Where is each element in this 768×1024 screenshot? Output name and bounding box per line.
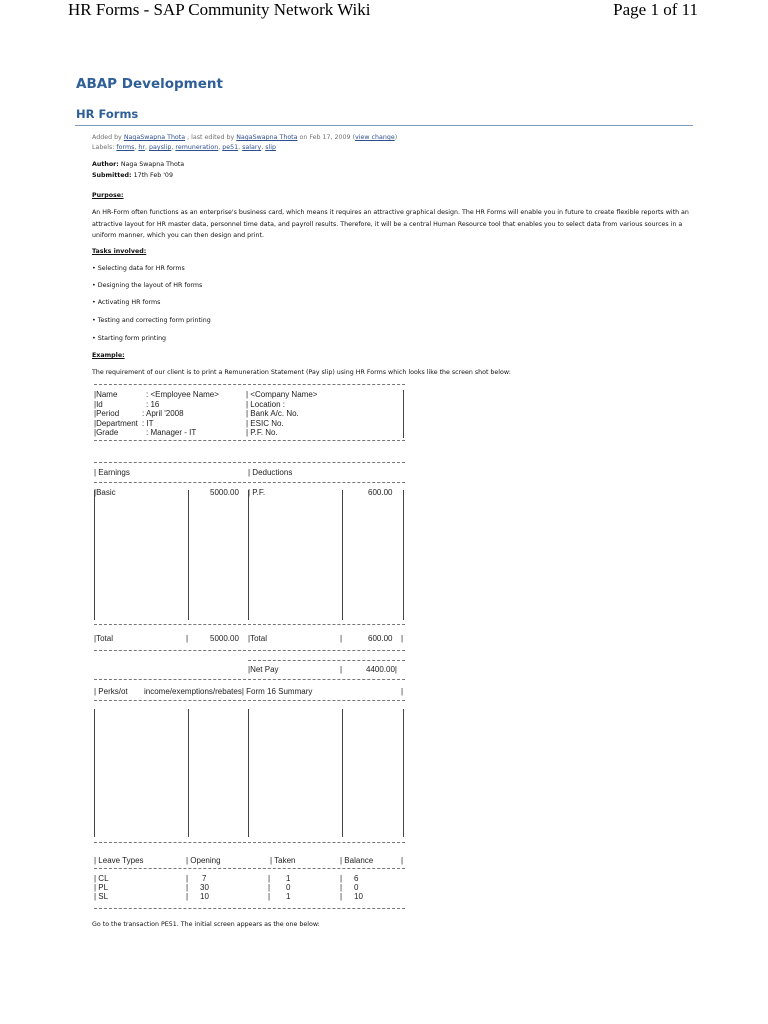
example-heading: Example: (92, 352, 125, 359)
total-earnings: 5000.00 (210, 634, 239, 643)
column-separator: | (340, 883, 343, 892)
leave-opening: 10 (200, 892, 209, 901)
label-link[interactable]: salary (242, 144, 262, 151)
view-change-link[interactable]: view change (355, 134, 395, 141)
earning-label: |Basic (94, 488, 116, 497)
author-link[interactable]: NagaSwapna Thota (123, 134, 186, 141)
column-separator: | (340, 874, 343, 883)
purpose-paragraph: An HR-Form often functions as an enterprise's business card, which means it requires an attractive graphical design. The HR Forms will enable you in future to create flexible reports with an attractive layout for HR master data, personnel time data, and payroll results. Therefore, it will be a central Human Resource tool that enables you to select data from various sources in a uniform manner, which you can then design and print. (92, 209, 689, 239)
form-label: | Bank A/c. No. (246, 409, 299, 418)
dashed-divider (94, 700, 405, 701)
form-label: | Location : (246, 400, 285, 409)
dashed-divider (94, 679, 405, 680)
dashed-divider (94, 462, 405, 463)
total-label: |Total (94, 634, 113, 643)
label-link[interactable]: payslip (149, 144, 172, 151)
form-label: |Name (94, 390, 118, 399)
dashed-divider (94, 650, 405, 651)
dashed-divider (94, 908, 405, 909)
page-title: HR Forms (76, 107, 139, 121)
dashed-divider (94, 440, 405, 441)
leave-opening: 7 (202, 874, 207, 883)
print-header-title: HR Forms - SAP Community Network Wiki (68, 0, 371, 19)
leave-type: | SL (94, 892, 109, 901)
leave-balance: 0 (354, 883, 359, 892)
leave-taken: 1 (286, 874, 291, 883)
task-item: • Testing and correcting form printing (92, 317, 211, 324)
column-separator: | (340, 634, 343, 643)
dashed-divider (94, 482, 405, 483)
column-separator: | (401, 634, 404, 643)
column-separator: | (186, 883, 189, 892)
leave-header: | Balance (340, 856, 374, 865)
column-rule (403, 709, 404, 837)
leave-type: | PL (94, 883, 109, 892)
label-link[interactable]: remuneration (175, 144, 219, 151)
leave-header: | Leave Types (94, 856, 144, 865)
column-separator: | (186, 634, 189, 643)
submitted-line: Submitted: 17th Feb '09 (92, 172, 173, 179)
form-value: : IT (142, 419, 154, 428)
dashed-divider (94, 842, 405, 843)
task-item: • Activating HR forms (92, 299, 161, 306)
task-item: • Selecting data for HR forms (92, 265, 185, 272)
deduction-label: | P.F. (248, 488, 266, 497)
earning-value: 5000.00 (210, 488, 239, 497)
column-rule (94, 490, 95, 620)
deduction-value: 600.00 (368, 488, 393, 497)
perks-heading: | Perks/ot (94, 687, 128, 696)
closing-text: Go to the transaction PE51. The initial screen appears as the one below: (92, 921, 320, 928)
form-label: | <Company Name> (246, 390, 318, 399)
total-deductions: 600.00 (368, 634, 393, 643)
column-rule (94, 709, 95, 837)
form-label: |Period (94, 409, 120, 418)
earnings-heading: | Earnings (94, 468, 130, 477)
form-label: | ESIC No. (246, 419, 284, 428)
print-header-page: Page 1 of 11 (613, 0, 698, 19)
form-value: : Manager - IT (146, 428, 197, 437)
leave-header: | Opening (186, 856, 221, 865)
print-header (0, 0, 768, 26)
column-rule (248, 709, 249, 837)
column-rule (403, 490, 404, 620)
leave-taken: 1 (286, 892, 291, 901)
column-rule (188, 490, 189, 620)
dashed-divider (248, 660, 405, 661)
deductions-heading: | Deductions (248, 468, 293, 477)
page-meta-edited: Added by NagaSwapna Thota , last edited by NagaSwapna Thota on Feb 17, 2009 (view change) (92, 134, 398, 141)
column-separator: | (186, 874, 189, 883)
form-label: |Grade (94, 428, 119, 437)
purpose-heading: Purpose: (92, 192, 124, 199)
column-separator: | (268, 892, 271, 901)
column-separator: | (268, 883, 271, 892)
label-link[interactable]: forms (116, 144, 135, 151)
dashed-divider (94, 624, 405, 625)
label-link[interactable]: pe51 (222, 144, 239, 151)
payslip-form (92, 384, 412, 914)
form-value: : April '2008 (142, 409, 184, 418)
column-rule (248, 490, 249, 620)
form-label: | P.F. No. (246, 428, 278, 437)
author-line: Author: Naga Swapna Thota (92, 161, 185, 168)
column-separator: | (340, 892, 343, 901)
leave-header: | Taken (270, 856, 296, 865)
column-separator: | (340, 665, 343, 674)
dashed-divider (94, 384, 405, 385)
column-rule (342, 490, 343, 620)
title-divider (75, 125, 693, 126)
leave-type: | CL (94, 874, 109, 883)
editor-link[interactable]: NagaSwapna Thota (236, 134, 298, 141)
column-separator: | (268, 874, 271, 883)
space-title[interactable]: ABAP Development (76, 76, 223, 92)
leave-opening: 30 (200, 883, 209, 892)
column-separator: | (186, 892, 189, 901)
net-pay-value: 4400.00| (366, 665, 397, 674)
total-label: |Total (248, 634, 267, 643)
leave-taken: 0 (286, 883, 291, 892)
leave-balance: 10 (354, 892, 363, 901)
leave-balance: 6 (354, 874, 359, 883)
form-value: : <Employee Name> (146, 390, 219, 399)
page-labels: Labels: forms, hr, payslip, remuneration, pe51, salary, slip (92, 144, 276, 151)
label-link[interactable]: slip (265, 144, 276, 151)
column-separator: | (401, 856, 404, 865)
tasks-heading: Tasks involved: (92, 248, 147, 255)
task-item: • Designing the layout of HR forms (92, 282, 203, 289)
form-value: : 16 (146, 400, 160, 409)
form16-heading: income/exemptions/rebates| Form 16 Summary (144, 687, 313, 696)
form-label: |Department (94, 419, 138, 428)
label-link[interactable]: hr (138, 144, 145, 151)
column-rule (403, 390, 404, 438)
column-rule (342, 709, 343, 837)
net-pay-label: |Net Pay (248, 665, 279, 674)
dashed-divider (94, 868, 405, 869)
column-rule (188, 709, 189, 837)
form-label: |Id (94, 400, 103, 409)
example-intro: The requirement of our client is to print a Remuneration Statement (Pay slip) using HR Forms which looks like the screen shot below: (92, 369, 511, 376)
column-separator: | (401, 687, 404, 696)
task-item: • Starting form printing (92, 335, 167, 342)
